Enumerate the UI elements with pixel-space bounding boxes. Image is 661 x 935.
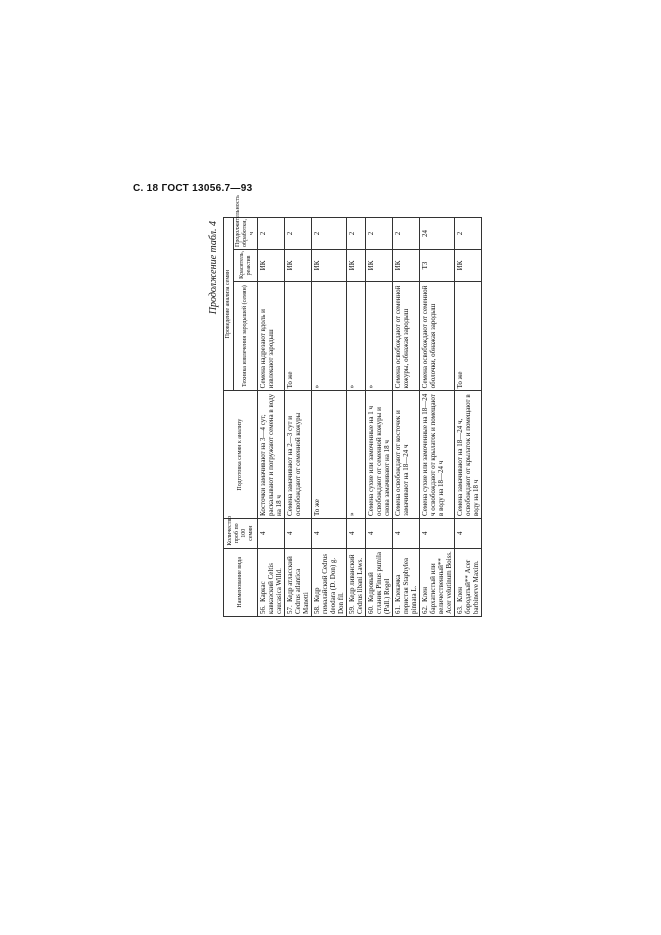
preparation-text: Семена замачивают на 2—3 сут и освобождают от семенной кожуры (285, 391, 312, 519)
table-row (393, 218, 420, 617)
row-index: 63. (456, 605, 464, 614)
reagent-code: ИК (347, 249, 366, 281)
seed-analysis-table (223, 195, 482, 617)
row-index: 61. (394, 605, 402, 614)
technique-text: То же (285, 281, 312, 390)
technique-text: Семена освобождают от семенной кожуры, обнажая зародыш (393, 281, 420, 390)
preparation-text: Семена замачивают на 18—24 ч, освобождают от крылаток и помещают в воду на 18 ч (455, 391, 482, 519)
col-group-header: Проведение анализа семян (224, 218, 234, 391)
technique-text: Семена надрезают вдоль и извлекают зародыш (258, 281, 285, 390)
preparation-text: Семена сухие или замоченные на 18—24 ч освобождают от крылаток и помещают в воду на 18—24 ч (420, 391, 455, 519)
sample-count: 4 (393, 518, 420, 548)
table-row (455, 218, 482, 617)
table-row (366, 218, 393, 617)
technique-text: То же (455, 281, 482, 390)
preparation-text: » (347, 391, 366, 519)
row-index: 57. (286, 605, 294, 614)
preparation-text: Семена освобождают от косточек и замачивают на 18—24 ч (393, 391, 420, 519)
duration-hours: 2 (258, 218, 285, 250)
species-latin: Acer velutinum Boiss. (445, 551, 453, 614)
species-name: Каркас кавказский (259, 581, 275, 614)
sample-count: 4 (455, 518, 482, 548)
table-row (285, 218, 312, 617)
species-cell (366, 548, 393, 616)
sample-count: 4 (347, 518, 366, 548)
sample-count: 4 (258, 518, 285, 548)
species-cell (347, 548, 366, 616)
col-prep-header: Подготовка семян к анализу (224, 391, 258, 519)
species-name: Кедр гималайский (313, 575, 329, 614)
col-reagent-header: Краситель, реактив (234, 249, 258, 281)
duration-hours: 2 (366, 218, 393, 250)
technique-text: Семена освобождают от семенной оболочки, обнажая зародыш (420, 281, 455, 390)
species-latin: Cedrus deodara (D. Don) g. Don fil. (321, 553, 345, 614)
col-count-header: Количество проб по 100 семян (224, 518, 258, 548)
table-row (347, 218, 366, 617)
sample-count: 4 (366, 518, 393, 548)
reagent-code: ИК (455, 249, 482, 281)
species-latin: Pinus pumila (Pall.) Regel (375, 551, 391, 614)
reagent-code: ИК (312, 249, 347, 281)
col-technique-header: Техника извлечения зародышей (семян) (234, 281, 258, 390)
species-cell (312, 548, 347, 616)
table-row (258, 218, 285, 617)
species-latin: Celtis caucasica Willd. (267, 563, 283, 614)
species-latin: Acer barbinerve Maxim. (464, 559, 480, 614)
row-index: 62. (421, 605, 429, 614)
row-index: 60. (367, 605, 375, 614)
sample-count: 4 (285, 518, 312, 548)
table-row (312, 218, 347, 617)
reagent-code: ИК (285, 249, 312, 281)
preparation-text: То же (312, 391, 347, 519)
duration-hours: 24 (420, 218, 455, 250)
row-index: 56. (259, 605, 267, 614)
reagent-code: ТЗ (420, 249, 455, 281)
species-name: Клен бородатый** (456, 575, 472, 614)
species-cell (393, 548, 420, 616)
species-name: Кедровый стланик (367, 572, 383, 614)
col-name-header: Наименование вида (224, 548, 258, 616)
species-name: Клекачка перистая (394, 574, 410, 614)
page-header: С. 18 ГОСТ 13056.7—93 (133, 183, 253, 194)
sample-count: 4 (420, 518, 455, 548)
reagent-code: ИК (366, 249, 393, 281)
species-cell (258, 548, 285, 616)
table-row (420, 218, 455, 617)
species-name: Кедр ливанский (348, 554, 356, 602)
species-cell (285, 548, 312, 616)
duration-hours: 2 (455, 218, 482, 250)
rotated-table-frame (208, 195, 480, 617)
species-latin: Staphylea pinnata L. (402, 557, 418, 614)
species-cell (455, 548, 482, 616)
duration-hours: 2 (285, 218, 312, 250)
reagent-code: ИК (258, 249, 285, 281)
preparation-text: Косточки замачивают на 3—4 сут, раскалывают и погружают семена в воду на 18 ч (258, 391, 285, 519)
species-cell (420, 548, 455, 616)
duration-hours: 2 (393, 218, 420, 250)
technique-text: » (312, 281, 347, 390)
species-name: Клен бархатистый или величественный** (421, 558, 445, 614)
sample-count: 4 (312, 518, 347, 548)
row-index: 58. (313, 605, 321, 614)
duration-hours: 2 (312, 218, 347, 250)
reagent-code: ИК (393, 249, 420, 281)
col-duration-header: Продолжительность обработки, ч (234, 218, 258, 250)
continuation-caption: Продолжение табл. 4 (208, 221, 219, 315)
species-name: Кедр атласский (286, 556, 294, 602)
species-latin: Cedrus libani Laws. (356, 557, 364, 614)
technique-text: » (366, 281, 393, 390)
row-index: 59. (348, 605, 356, 614)
species-latin: Cedrus atlantica Manetti (294, 568, 310, 614)
preparation-text: Семена сухие или замоченные на 1 ч освобождают от семенной кожуры и снова замачивают на 18 ч (366, 391, 393, 519)
duration-hours: 2 (347, 218, 366, 250)
technique-text: » (347, 281, 366, 390)
